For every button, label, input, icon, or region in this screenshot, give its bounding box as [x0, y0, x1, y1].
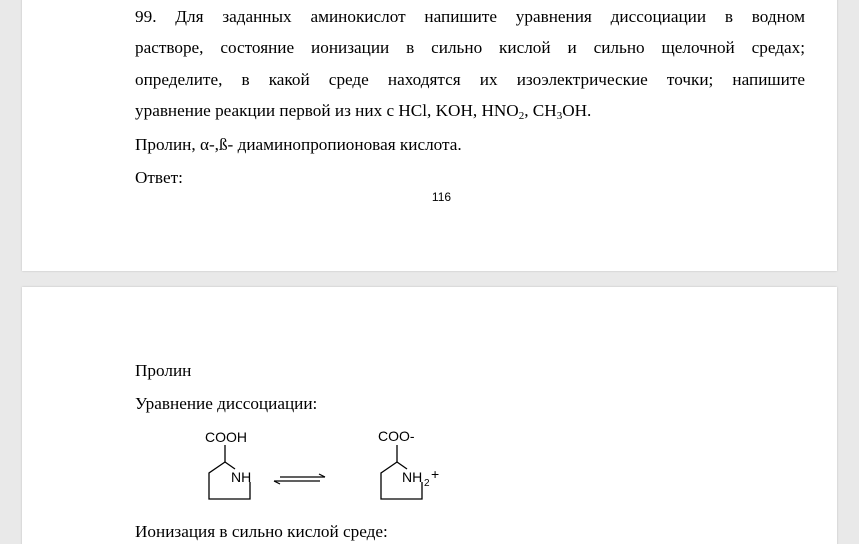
answer-label: Ответ:: [135, 168, 183, 187]
amine-label: NH: [231, 469, 252, 485]
compounds-line: Пролин, α-,ß- диаминопропионовая кислота.: [135, 135, 462, 154]
document-page-bottom: [22, 287, 837, 544]
equilibrium-arrows: [274, 474, 325, 484]
task-line-3: определите, в какой среде находятся их изоэлектрические точки; напишите: [135, 70, 805, 89]
proline-structure: [205, 429, 251, 499]
ammonium-label: NH: [402, 469, 423, 485]
section-title: Пролин: [135, 361, 192, 380]
zwitterion-structure: [378, 428, 439, 499]
task-line-4: [135, 100, 805, 121]
page-number: 116: [431, 190, 452, 204]
carboxylate-label: COO-: [378, 428, 415, 444]
acid-ionization-label: Ионизация в сильно кислой среде:: [135, 522, 388, 541]
task-line-4-mid: , CH: [524, 101, 557, 120]
dissociation-equation: [22, 287, 837, 544]
document-page-top: [22, 0, 837, 271]
task-line-1: 99. Для заданных аминокислот напишите уравнения диссоциации в водном: [135, 7, 805, 26]
methanol-subscript: 3: [556, 110, 563, 122]
carboxyl-label: COOH: [205, 429, 247, 445]
task-line-4-text: уравнение реакции первой из них с HCl, KOH, HNO: [135, 101, 519, 120]
ammonium-subscript: 2: [424, 478, 430, 489]
task-line-4-end: OH.: [562, 101, 592, 120]
positive-charge: +: [431, 466, 440, 482]
task-line-2: растворе, состояние ионизации в сильно кислой и сильно щелочной средах;: [135, 38, 805, 57]
dissociation-label: Уравнение диссоциации:: [135, 394, 318, 413]
nitric-subscript: 2: [518, 110, 525, 122]
